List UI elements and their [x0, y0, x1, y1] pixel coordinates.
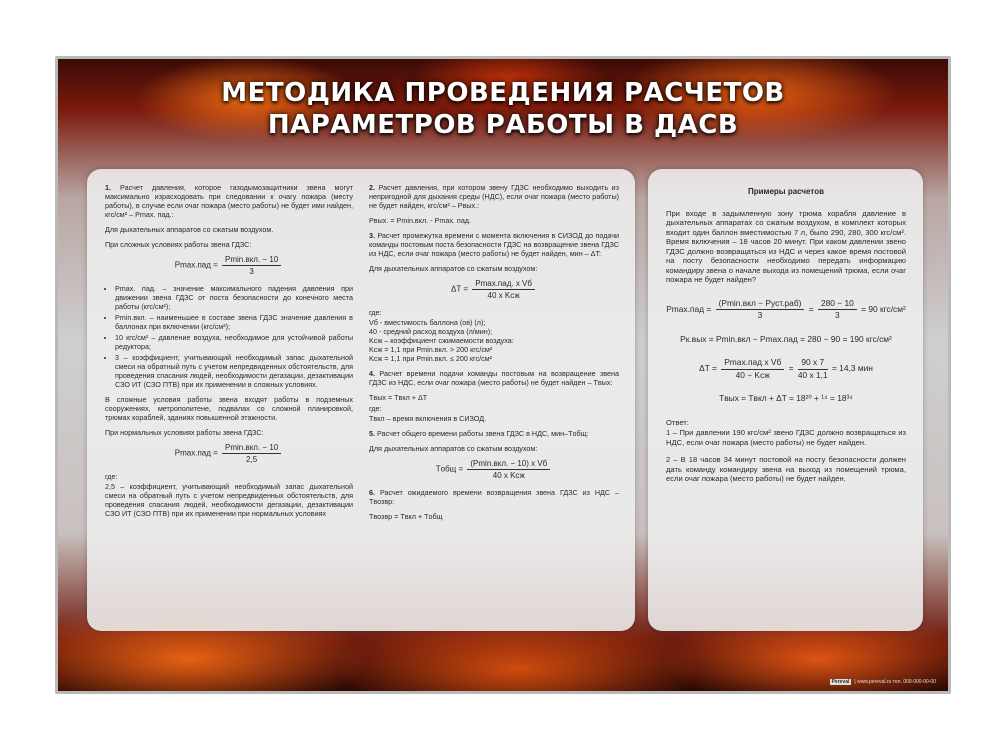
formula-result: = 14,3 мин — [831, 363, 873, 374]
denominator: 40 x Kсж — [492, 471, 525, 480]
examples-content — [666, 183, 906, 492]
examples-panel — [648, 169, 923, 631]
list-item: Vб - вместимость баллона (ов) (л); — [369, 318, 486, 327]
section-5-number: 5. — [369, 429, 375, 438]
section-4 — [369, 369, 619, 387]
example-formula-delta-t — [666, 358, 906, 380]
methods-column-right — [369, 183, 619, 527]
section-4-number: 4. — [369, 369, 375, 378]
section-3-note: Для дыхательных аппаратов со сжатым воздухом: — [369, 264, 538, 273]
list-item: • Pmax. пад. – значение максимального падения давления при движении звена ГДЗС от поста безопасности до конечного места работы (кгс/см²); — [115, 284, 353, 311]
list-item: Kсж = 1,1 при Pmin.вкл. ≤ 200 кгс/см² — [369, 354, 493, 363]
formula-tvyh: Tвых = Tвкл + ΔT — [369, 393, 428, 402]
formula-lhs: Pmax.пад = — [174, 260, 218, 270]
formula-tvozvr: Tвозвр = Tвкл + Tобщ — [369, 512, 443, 521]
formula-lhs: ΔT = — [451, 284, 469, 294]
list-item: Kсж = 1,1 при Pmin.вкл. > 200 кгс/см² — [369, 345, 493, 354]
numerator: Pmax.пад x Vб — [721, 358, 784, 370]
section-3-number: 3. — [369, 231, 375, 240]
list-item: 40 - средний расход воздуха (л/мин); — [369, 327, 493, 336]
equals-sign: = — [788, 363, 794, 374]
poster — [55, 56, 951, 694]
footer-text: | www.pereval.ru тел. 000-000-00-00 — [854, 679, 936, 685]
formula-delta-t — [369, 279, 619, 300]
example-task: При входе в задымленную зону трюма корабля давление в дыхательных аппаратах со сжатым воздухом, в комплект которых входит один баллон вместимостью 7 л, было 290, 280, 300 кгс/см². Время включения – 18 часов 20 минут. При каком давлении звено ГДЗС должно возвращаться из НДС и через какое время постовой на посту безопасности необходимо передать информацию командиру звена о начале выхода из помещений трюма, если очаг пожара не будет найден? — [666, 208, 906, 284]
section-3-text: Расчет промежутка времени с момента включения в СИЗОД до подачи команды постовым поста безопасности ГДЗС на возвращение звена ГДЗС из НДС, если очаг пожара (место работы) не будет найден, мин – ΔT: — [369, 231, 619, 258]
numerator: (Pmin.вкл − Pуст.раб) — [716, 299, 805, 311]
formula-fraction — [467, 459, 550, 480]
formula-fraction — [222, 443, 281, 464]
hard-conditions-label: При сложных условиях работы звена ГДЗС: — [105, 240, 252, 249]
denominator: 2,5 — [246, 455, 258, 464]
numerator: (Pmin.вкл. − 10) x Vб — [467, 459, 550, 470]
definitions-list — [105, 284, 353, 389]
section-1-number: 1. — [105, 183, 111, 192]
list-item: • 3 – коэффициент, учитывающий необходимый запас дыхательной смеси на обратный путь с учетом непредвиденных обстоятельств, для проведения спасания людей, необходимости дегазации, дезактивации СЗО ИТ (СЗО ПТВ) при их применении в сложных условиях. — [115, 353, 353, 389]
denominator: 40 x 1,1 — [797, 369, 828, 380]
formula-result: = 90 кгс/см² — [861, 303, 906, 314]
formula-tobsh — [369, 459, 619, 480]
numerator: Pmin.вкл. − 10 — [222, 443, 281, 454]
section-6 — [369, 488, 619, 506]
where-label: где: — [369, 404, 382, 413]
normal-coefficient-note: 2,5 – коэффициент, учитывающий необходимый запас дыхательной смеси на обратный путь с учетом непредвиденных обстоятельств, для проведения спасания людей, необходимости дегазации, дезактивации СЗО ИТ (СЗО ПТВ) при их применении при нормальных условиях — [105, 482, 353, 518]
numerator: Pmin.вкл. − 10 — [222, 255, 281, 266]
section-3 — [369, 231, 619, 258]
title-line-1: МЕТОДИКА ПРОВЕДЕНИЯ РАСЧЕТОВ — [221, 78, 785, 108]
formula-fraction — [716, 299, 805, 321]
section-5 — [369, 429, 619, 438]
methods-column-left — [105, 183, 353, 524]
formula-pmax-hard — [105, 255, 353, 276]
where-label: где: — [105, 472, 118, 481]
equals-sign: = — [808, 303, 814, 314]
brand-logo: Pereval — [831, 679, 850, 685]
title-line-2: ПАРАМЕТРОВ РАБОТЫ В ДАСВ — [267, 110, 739, 140]
where-label: где: — [369, 308, 382, 317]
formula-fraction — [798, 358, 828, 380]
numerator: 90 x 7 — [798, 358, 828, 370]
formula-pvyh: Pвых. = Pmin.вкл. - Pmax. пад. — [369, 216, 472, 225]
section-6-text: Расчет ожидаемого времени возвращения звена ГДЗС из НДС – Tвозвр: — [369, 488, 620, 506]
section-6-number: 6. — [369, 488, 375, 497]
section-1-note: Для дыхательных аппаратов со сжатым воздухом. — [105, 225, 274, 234]
list-item: • Pmin.вкл. – наименьшее в составе звена ГДЗС значение давления в баллонах при включении (кгс/см²); — [115, 313, 353, 331]
section-2-number: 2. — [369, 183, 375, 192]
denominator: 40 x Kсж — [487, 291, 520, 300]
footer — [830, 679, 936, 685]
list-item: Kсж – коэффициент сжимаемости воздуха: — [369, 336, 514, 345]
section-2 — [369, 183, 619, 210]
section-1-text: Расчет давления, которое газодымозащитники звена могут максимально израсходовать при следовании к очагу пожара (месту работы), в случае если очаг пожара (место работы) не будет ими найден, кгс/см² – Pmax. пад.: — [105, 183, 353, 219]
answer-2: 2 – В 18 часов 34 минут постовой на посту безопасности должен дать команду командиру звена на выход из помещений трюма, если очаг пожара (место работы) не будет найден. — [666, 455, 906, 483]
formula-fraction — [472, 279, 535, 300]
tvkl-definition: Tвкл – время включения в СИЗОД. — [369, 414, 487, 423]
section-1 — [105, 183, 353, 219]
variables-list — [369, 318, 619, 363]
denominator: 3 — [835, 310, 840, 320]
denominator: 3 — [757, 310, 763, 320]
formula-lhs: Pmax.пад = — [174, 448, 218, 458]
example-formula-pmax — [666, 299, 906, 321]
formula-lhs: Tобщ = — [435, 464, 464, 474]
formula-lhs: ΔT = — [699, 363, 717, 374]
examples-heading: Примеры расчетов — [747, 187, 825, 196]
example-formula-pkvyh: Pк.вых = Pmin.вкл − Pmax.пад = 280 − 90 = 190 кгс/см² — [680, 333, 892, 344]
poster-title — [58, 77, 948, 141]
denominator: 40 − Kсж — [735, 369, 770, 380]
example-formula-tvyh: Tвых = Tвкл + ΔT = 18²⁰ + ¹⁴ = 18³⁴ — [719, 393, 853, 403]
hard-conditions-note: В сложные условия работы звена входят работы в подземных сооружениях, метрополитене, подвалах со сложной планировкой, трюмах кораблей, зданиях повышенной этажности. — [105, 395, 353, 422]
section-2-text: Расчет давления, при котором звену ГДЗС необходимо выходить из непригодной для дыхания среды (НДС), если очаг пожара (место работы) не будет найден, кгс/см² – Pвых.: — [369, 183, 619, 210]
numerator: 280 − 10 — [818, 299, 857, 311]
section-5-note: Для дыхательных аппаратов со сжатым воздухом: — [369, 444, 538, 453]
numerator: Pmax.пад. x Vб — [472, 279, 535, 290]
section-5-text: Расчет общего времени работы звена ГДЗС в НДС, мин–Tобщ: — [377, 429, 589, 438]
formula-fraction — [222, 255, 281, 276]
normal-conditions-label: При нормальных условиях работы звена ГДЗС: — [105, 428, 264, 437]
denominator: 3 — [249, 267, 254, 276]
section-4-text: Расчет времени подачи команды постовым на возвращение звена ГДЗС из НДС, если очаг пожара (место работы) не будет найден – Tвых: — [369, 369, 619, 387]
formula-fraction — [818, 299, 857, 321]
methods-panel — [87, 169, 635, 631]
answer-label: Ответ: — [666, 417, 689, 427]
list-item: • 10 кгс/см² – давление воздуха, необходимое для устойчивой работы редуктора; — [115, 333, 353, 351]
formula-lhs: Pmax.пад = — [666, 303, 712, 314]
formula-pmax-normal — [105, 443, 353, 464]
formula-fraction — [721, 358, 784, 380]
answer-1: 1 – При давлении 190 кгс/см² звено ГДЗС должно возвращаться из НДС, если очаг пожара (место работы) не будет найден. — [666, 428, 906, 447]
